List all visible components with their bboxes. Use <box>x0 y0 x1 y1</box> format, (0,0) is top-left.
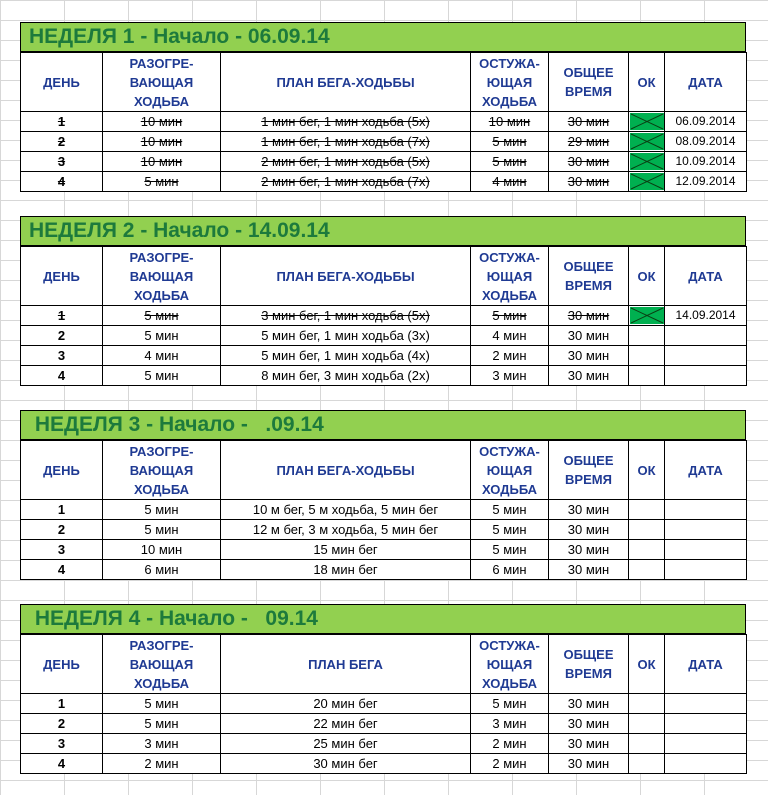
header-plan[interactable] <box>221 635 471 694</box>
table-row <box>21 326 747 346</box>
day-cell[interactable]: 2 <box>21 132 103 152</box>
week-title[interactable]: НЕДЕЛЯ 2 - Начало - 14.09.14 <box>20 216 746 246</box>
header-plan[interactable] <box>221 441 471 500</box>
table-row <box>21 734 747 754</box>
date-cell[interactable]: 06.09.2014 <box>665 112 747 132</box>
total-cell[interactable]: 30 мин <box>549 306 629 326</box>
header-cooldown-line: ЮЩАЯ <box>486 74 533 90</box>
check-cross-mark-icon <box>630 153 664 170</box>
plan-cell[interactable]: 25 мин бег <box>221 734 471 754</box>
week-title[interactable]: НЕДЕЛЯ 4 - Начало - 09.14 <box>20 604 746 634</box>
total-cell[interactable]: 30 мин <box>549 754 629 774</box>
cooldown-cell[interactable]: 5 мин <box>471 152 549 172</box>
cooldown-cell[interactable]: 3 мин <box>471 366 549 386</box>
header-cooldown-line: ХОДЬБА <box>481 93 538 109</box>
plan-cell[interactable]: 15 мин бег <box>221 540 471 560</box>
header-total-line: ВРЕМЯ <box>565 84 612 99</box>
warmup-cell[interactable]: 5 мин <box>103 366 221 386</box>
cooldown-cell[interactable]: 6 мин <box>471 560 549 580</box>
warmup-cell[interactable]: 10 мин <box>103 152 221 172</box>
plan-cell[interactable]: 20 мин бег <box>221 694 471 714</box>
header-day-label: ДЕНЬ <box>43 656 80 672</box>
cooldown-cell[interactable]: 5 мин <box>471 132 549 152</box>
header-ok[interactable] <box>629 441 665 500</box>
date-cell[interactable] <box>665 714 747 734</box>
header-date-label: ДАТА <box>688 462 723 478</box>
week-title[interactable]: НЕДЕЛЯ 3 - Начало - .09.14 <box>20 410 746 440</box>
day-cell[interactable]: 2 <box>21 326 103 346</box>
cooldown-cell[interactable]: 4 мин <box>471 172 549 192</box>
header-total-line: ВРЕМЯ <box>565 472 612 487</box>
header-cooldown-line: ЮЩАЯ <box>486 268 533 284</box>
table-row <box>21 500 747 520</box>
date-cell[interactable] <box>665 560 747 580</box>
header-row <box>21 635 747 694</box>
plan-cell[interactable]: 30 мин бег <box>221 754 471 774</box>
table-row <box>21 132 747 152</box>
warmup-cell[interactable]: 10 мин <box>103 112 221 132</box>
header-total-line: ОБЩЕЕ <box>563 453 614 468</box>
ok-cell[interactable] <box>629 714 665 734</box>
ok-cell[interactable] <box>629 366 665 386</box>
header-cooldown-line: ОСТУЖА- <box>479 249 540 265</box>
total-cell[interactable]: 30 мин <box>549 714 629 734</box>
header-warmup-line: ВАЮЩАЯ <box>129 268 194 284</box>
date-cell[interactable] <box>665 326 747 346</box>
date-cell[interactable] <box>665 366 747 386</box>
table-row <box>21 520 747 540</box>
week-block <box>20 604 746 774</box>
ok-cell[interactable] <box>629 132 665 152</box>
day-cell[interactable]: 4 <box>21 560 103 580</box>
plan-cell[interactable]: 5 мин бег, 1 мин ходьба (4х) <box>221 346 471 366</box>
header-plan-label: ПЛАН БЕГА-ХОДЬБЫ <box>276 74 415 90</box>
week-block <box>20 216 746 386</box>
day-cell[interactable]: 4 <box>21 172 103 192</box>
date-cell[interactable] <box>665 734 747 754</box>
date-cell[interactable] <box>665 694 747 714</box>
header-warmup-line: ВАЮЩАЯ <box>129 462 194 478</box>
header-cooldown-line: ХОДЬБА <box>481 287 538 303</box>
cooldown-cell[interactable]: 5 мин <box>471 520 549 540</box>
header-date[interactable] <box>665 441 747 500</box>
day-cell[interactable]: 1 <box>21 694 103 714</box>
ok-cell[interactable] <box>629 326 665 346</box>
ok-cell[interactable] <box>629 500 665 520</box>
day-cell[interactable]: 1 <box>21 306 103 326</box>
header-date[interactable] <box>665 635 747 694</box>
day-cell[interactable]: 2 <box>21 714 103 734</box>
plan-cell[interactable]: 3 мин бег, 1 мин ходьба (5х) <box>221 306 471 326</box>
header-row <box>21 441 747 500</box>
header-ok[interactable] <box>629 635 665 694</box>
cooldown-cell[interactable]: 2 мин <box>471 346 549 366</box>
table-row <box>21 754 747 774</box>
plan-cell[interactable]: 22 мин бег <box>221 714 471 734</box>
header-cooldown-line: ОСТУЖА- <box>479 55 540 71</box>
day-cell[interactable]: 4 <box>21 754 103 774</box>
header-total[interactable] <box>549 635 629 694</box>
header-cooldown-line: ОСТУЖА- <box>479 443 540 459</box>
date-cell[interactable] <box>665 754 747 774</box>
date-cell[interactable]: 12.09.2014 <box>665 172 747 192</box>
week-table <box>20 52 747 192</box>
cooldown-cell[interactable]: 3 мин <box>471 714 549 734</box>
header-date-label: ДАТА <box>688 656 723 672</box>
header-cooldown[interactable] <box>471 247 549 306</box>
header-warmup-line: ВАЮЩАЯ <box>129 656 194 672</box>
warmup-cell[interactable]: 2 мин <box>103 754 221 774</box>
day-cell[interactable]: 3 <box>21 734 103 754</box>
ok-cell[interactable] <box>629 540 665 560</box>
header-row <box>21 53 747 112</box>
header-cooldown[interactable] <box>471 635 549 694</box>
header-total-line: ВРЕМЯ <box>565 278 612 293</box>
header-date[interactable] <box>665 247 747 306</box>
check-cross-mark-icon <box>630 307 664 324</box>
header-total[interactable] <box>549 441 629 500</box>
day-cell[interactable]: 2 <box>21 520 103 540</box>
total-cell[interactable]: 30 мин <box>549 560 629 580</box>
header-cooldown[interactable] <box>471 441 549 500</box>
plan-cell[interactable]: 10 м бег, 5 м ходьба, 5 мин бег <box>221 500 471 520</box>
ok-cell[interactable] <box>629 306 665 326</box>
warmup-cell[interactable]: 5 мин <box>103 326 221 346</box>
total-cell[interactable]: 30 мин <box>549 326 629 346</box>
date-cell[interactable]: 10.09.2014 <box>665 152 747 172</box>
week-block <box>20 410 746 580</box>
cooldown-cell[interactable]: 4 мин <box>471 326 549 346</box>
warmup-cell[interactable]: 5 мин <box>103 520 221 540</box>
table-row <box>21 694 747 714</box>
header-warmup-line: РАЗОГРЕ- <box>129 55 194 71</box>
day-cell[interactable]: 1 <box>21 112 103 132</box>
warmup-cell[interactable]: 10 мин <box>103 132 221 152</box>
header-cooldown-line: ОСТУЖА- <box>479 637 540 653</box>
header-warmup-line: ХОДЬБА <box>133 93 190 109</box>
header-warmup-line: ХОДЬБА <box>133 287 190 303</box>
ok-cell[interactable] <box>629 734 665 754</box>
date-cell[interactable] <box>665 520 747 540</box>
header-plan[interactable] <box>221 53 471 112</box>
warmup-cell[interactable]: 4 мин <box>103 346 221 366</box>
date-cell[interactable]: 14.09.2014 <box>665 306 747 326</box>
warmup-cell[interactable]: 10 мин <box>103 540 221 560</box>
week-title[interactable]: НЕДЕЛЯ 1 - Начало - 06.09.14 <box>20 22 746 52</box>
header-warmup[interactable] <box>103 441 221 500</box>
warmup-cell[interactable]: 5 мин <box>103 694 221 714</box>
header-ok[interactable] <box>629 53 665 112</box>
cooldown-cell[interactable]: 10 мин <box>471 112 549 132</box>
ok-cell[interactable] <box>629 172 665 192</box>
total-cell[interactable]: 30 мин <box>549 694 629 714</box>
warmup-cell[interactable]: 5 мин <box>103 172 221 192</box>
header-warmup[interactable] <box>103 247 221 306</box>
cooldown-cell[interactable]: 2 мин <box>471 734 549 754</box>
header-day[interactable] <box>21 247 103 306</box>
header-cooldown[interactable] <box>471 53 549 112</box>
header-day-label: ДЕНЬ <box>43 268 80 284</box>
day-cell[interactable]: 1 <box>21 500 103 520</box>
header-warmup[interactable] <box>103 53 221 112</box>
header-plan[interactable] <box>221 247 471 306</box>
header-cooldown-line: ЮЩАЯ <box>486 462 533 478</box>
table-row <box>21 366 747 386</box>
header-plan-label: ПЛАН БЕГА-ХОДЬБЫ <box>276 268 415 284</box>
header-warmup-line: ВАЮЩАЯ <box>129 74 194 90</box>
cooldown-cell[interactable]: 5 мин <box>471 500 549 520</box>
total-cell[interactable]: 30 мин <box>549 112 629 132</box>
ok-cell[interactable] <box>629 346 665 366</box>
plan-cell[interactable]: 8 мин бег, 3 мин ходьба (2х) <box>221 366 471 386</box>
cooldown-cell[interactable]: 5 мин <box>471 694 549 714</box>
header-total-line: ВРЕМЯ <box>565 666 612 681</box>
header-plan-label: ПЛАН БЕГА <box>308 656 383 672</box>
table-row <box>21 540 747 560</box>
day-cell[interactable]: 3 <box>21 540 103 560</box>
date-cell[interactable]: 08.09.2014 <box>665 132 747 152</box>
table-row <box>21 172 747 192</box>
ok-cell[interactable] <box>629 694 665 714</box>
total-cell[interactable]: 29 мин <box>549 132 629 152</box>
check-cross-mark-icon <box>630 113 664 130</box>
week-table <box>20 440 747 580</box>
header-warmup-line: РАЗОГРЕ- <box>129 249 194 265</box>
week-table <box>20 634 747 774</box>
check-cross-mark-icon <box>630 173 664 190</box>
table-row <box>21 346 747 366</box>
ok-cell[interactable] <box>629 520 665 540</box>
date-cell[interactable] <box>665 500 747 520</box>
header-total[interactable] <box>549 53 629 112</box>
plan-cell[interactable]: 12 м бег, 3 м ходьба, 5 мин бег <box>221 520 471 540</box>
warmup-cell[interactable]: 5 мин <box>103 714 221 734</box>
header-total-line: ОБЩЕЕ <box>563 647 614 662</box>
plan-cell[interactable]: 2 мин бег, 1 мин ходьба (5х) <box>221 152 471 172</box>
header-plan-label: ПЛАН БЕГА-ХОДЬБЫ <box>276 462 415 478</box>
header-warmup-line: РАЗОГРЕ- <box>129 637 194 653</box>
header-ok[interactable] <box>629 247 665 306</box>
header-day-label: ДЕНЬ <box>43 74 80 90</box>
header-row <box>21 247 747 306</box>
header-date-label: ДАТА <box>688 268 723 284</box>
check-cross-mark-icon <box>630 133 664 150</box>
warmup-cell[interactable]: 6 мин <box>103 560 221 580</box>
ok-cell[interactable] <box>629 112 665 132</box>
plan-cell[interactable]: 1 мин бег, 1 мин ходьба (5х) <box>221 112 471 132</box>
plan-cell[interactable]: 5 мин бег, 1 мин ходьба (3х) <box>221 326 471 346</box>
cooldown-cell[interactable]: 2 мин <box>471 754 549 774</box>
day-cell[interactable]: 4 <box>21 366 103 386</box>
plan-cell[interactable]: 18 мин бег <box>221 560 471 580</box>
table-row <box>21 306 747 326</box>
table-row <box>21 714 747 734</box>
header-total[interactable] <box>549 247 629 306</box>
total-cell[interactable]: 30 мин <box>549 734 629 754</box>
header-cooldown-line: ЮЩАЯ <box>486 656 533 672</box>
date-cell[interactable] <box>665 540 747 560</box>
header-cooldown-line: ХОДЬБА <box>481 481 538 497</box>
header-total-line: ОБЩЕЕ <box>563 259 614 274</box>
header-day[interactable] <box>21 635 103 694</box>
header-date-label: ДАТА <box>688 74 723 90</box>
table-row <box>21 152 747 172</box>
warmup-cell[interactable]: 3 мин <box>103 734 221 754</box>
week-table <box>20 246 747 386</box>
header-date[interactable] <box>665 53 747 112</box>
header-ok-label: ОК <box>637 268 656 284</box>
total-cell[interactable]: 30 мин <box>549 500 629 520</box>
cooldown-cell[interactable]: 5 мин <box>471 306 549 326</box>
day-cell[interactable]: 3 <box>21 152 103 172</box>
ok-cell[interactable] <box>629 152 665 172</box>
header-ok-label: ОК <box>637 656 656 672</box>
header-warmup-line: ХОДЬБА <box>133 675 190 691</box>
week-block <box>20 22 746 192</box>
ok-cell[interactable] <box>629 560 665 580</box>
total-cell[interactable]: 30 мин <box>549 346 629 366</box>
header-total-line: ОБЩЕЕ <box>563 65 614 80</box>
header-warmup-line: ХОДЬБА <box>133 481 190 497</box>
date-cell[interactable] <box>665 346 747 366</box>
table-row <box>21 560 747 580</box>
header-ok-label: ОК <box>637 462 656 478</box>
header-cooldown-line: ХОДЬБА <box>481 675 538 691</box>
warmup-cell[interactable]: 5 мин <box>103 500 221 520</box>
header-day-label: ДЕНЬ <box>43 462 80 478</box>
total-cell[interactable]: 30 мин <box>549 366 629 386</box>
total-cell[interactable]: 30 мин <box>549 172 629 192</box>
plan-cell[interactable]: 1 мин бег, 1 мин ходьба (7х) <box>221 132 471 152</box>
table-row <box>21 112 747 132</box>
total-cell[interactable]: 30 мин <box>549 152 629 172</box>
day-cell[interactable]: 3 <box>21 346 103 366</box>
plan-cell[interactable]: 2 мин бег, 1 мин ходьба (7х) <box>221 172 471 192</box>
warmup-cell[interactable]: 5 мин <box>103 306 221 326</box>
header-warmup-line: РАЗОГРЕ- <box>129 443 194 459</box>
ok-cell[interactable] <box>629 754 665 774</box>
header-day[interactable] <box>21 441 103 500</box>
total-cell[interactable]: 30 мин <box>549 520 629 540</box>
header-ok-label: ОК <box>637 74 656 90</box>
cooldown-cell[interactable]: 5 мин <box>471 540 549 560</box>
total-cell[interactable]: 30 мин <box>549 540 629 560</box>
header-day[interactable] <box>21 53 103 112</box>
header-warmup[interactable] <box>103 635 221 694</box>
